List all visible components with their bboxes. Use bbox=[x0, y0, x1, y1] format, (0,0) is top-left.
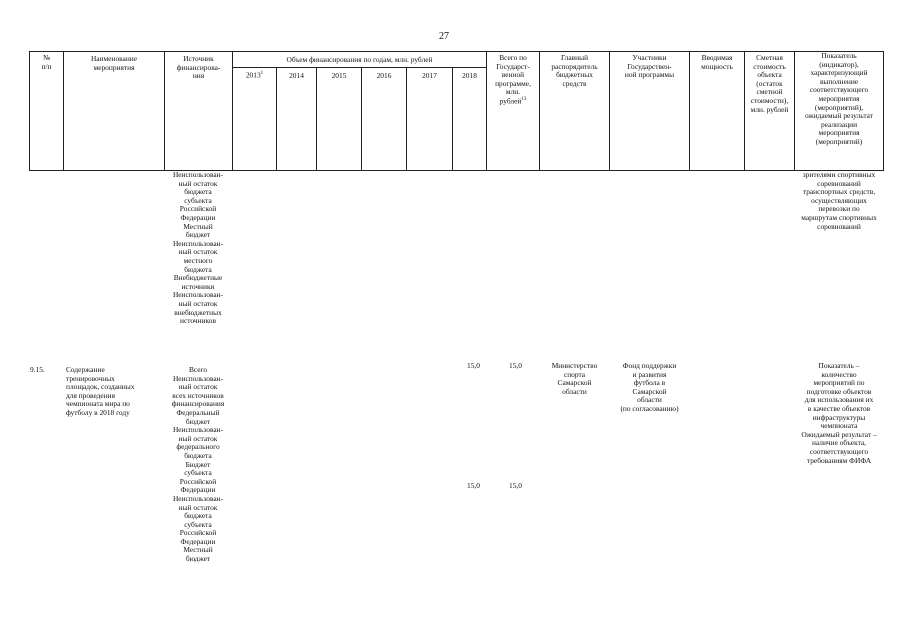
row-participants: Фонд поддержки и развития футбола в Самарской области (по согласованию) bbox=[620, 361, 679, 413]
header-year-2016: 2016 bbox=[376, 71, 392, 80]
header-number: № п/п bbox=[41, 53, 52, 71]
header-year-2013: 2013$^1$ bbox=[245, 70, 264, 80]
row-total-2018: 15,0 bbox=[467, 361, 480, 370]
row-indicator: Показатель – количество мероприятий по подготовке объектов для использования их в качестве объектов инфраструктуры чемпионата Ожидаемый результат – наличие объекта, соответствующего требованиям ФИФА bbox=[801, 361, 877, 465]
row-name: Содержание тренировочных площадок, созданных для проведения чемпионата мира по футболу в 2018 году bbox=[66, 365, 135, 417]
row-manager: Министерство спорта Самарской области bbox=[551, 361, 598, 396]
header-year-2015: 2015 bbox=[331, 71, 347, 80]
header-indicator: Показатель (индикатор), характеризующий выполнение соответствующего мероприятия (мероприятий), ожидаемый результат реализации мероприятия (мероприятий) bbox=[805, 51, 873, 146]
header-capacity: Вводимая мощность bbox=[701, 53, 733, 71]
header-funding-title: Объем финансирования по годам, млн. рублей bbox=[286, 55, 433, 64]
header-manager: Главный распорядитель бюджетных средств bbox=[551, 53, 598, 88]
header-year-2017: 2017 bbox=[422, 71, 437, 80]
row-regional-all: 15,0 bbox=[509, 481, 522, 490]
header-source: Источник финансирова- ния bbox=[176, 54, 221, 81]
header-year-2018: 2018 bbox=[462, 71, 477, 80]
header-participants: Участники Государствен- ной программы bbox=[624, 53, 675, 80]
header-name: Наименование мероприятия bbox=[90, 54, 138, 72]
row-number: 9.15. bbox=[30, 365, 45, 374]
header-total: Всего по Государст- венной программе, млн. рублей$^{13}$ bbox=[495, 53, 531, 106]
row-total-all: 15,0 bbox=[509, 361, 522, 370]
header-estimate: Сметная стоимость объекта (остаток сметной стоимости), млн. рублей bbox=[750, 53, 789, 114]
continuation-indicator: зрителями спортивных соревнований транспортных средств, осуществляющих перевозки по маршрутам спортивных соревнований bbox=[801, 170, 877, 231]
row-regional-2018: 15,0 bbox=[467, 481, 480, 490]
page-number: 27 bbox=[439, 31, 449, 42]
header-year-2014: 2014 bbox=[289, 71, 304, 80]
continuation-source-list: Неиспользован- ный остаток бюджета субъекта Российской Федерации Местный бюджет Неиспользован- ный остаток местного бюджета Внебюджетные источники Неиспользован- ный остаток внебюджетных источников bbox=[172, 170, 224, 326]
row-source-list: Всего Неиспользован- ный остаток всех источников финансирования Федеральный бюджет Неиспользован- ный остаток федерального бюджета Бюджет субъекта Российской Федерации Неиспользован- ный остаток бюджета субъекта Российской Федерации Местный бюджет bbox=[171, 365, 225, 564]
